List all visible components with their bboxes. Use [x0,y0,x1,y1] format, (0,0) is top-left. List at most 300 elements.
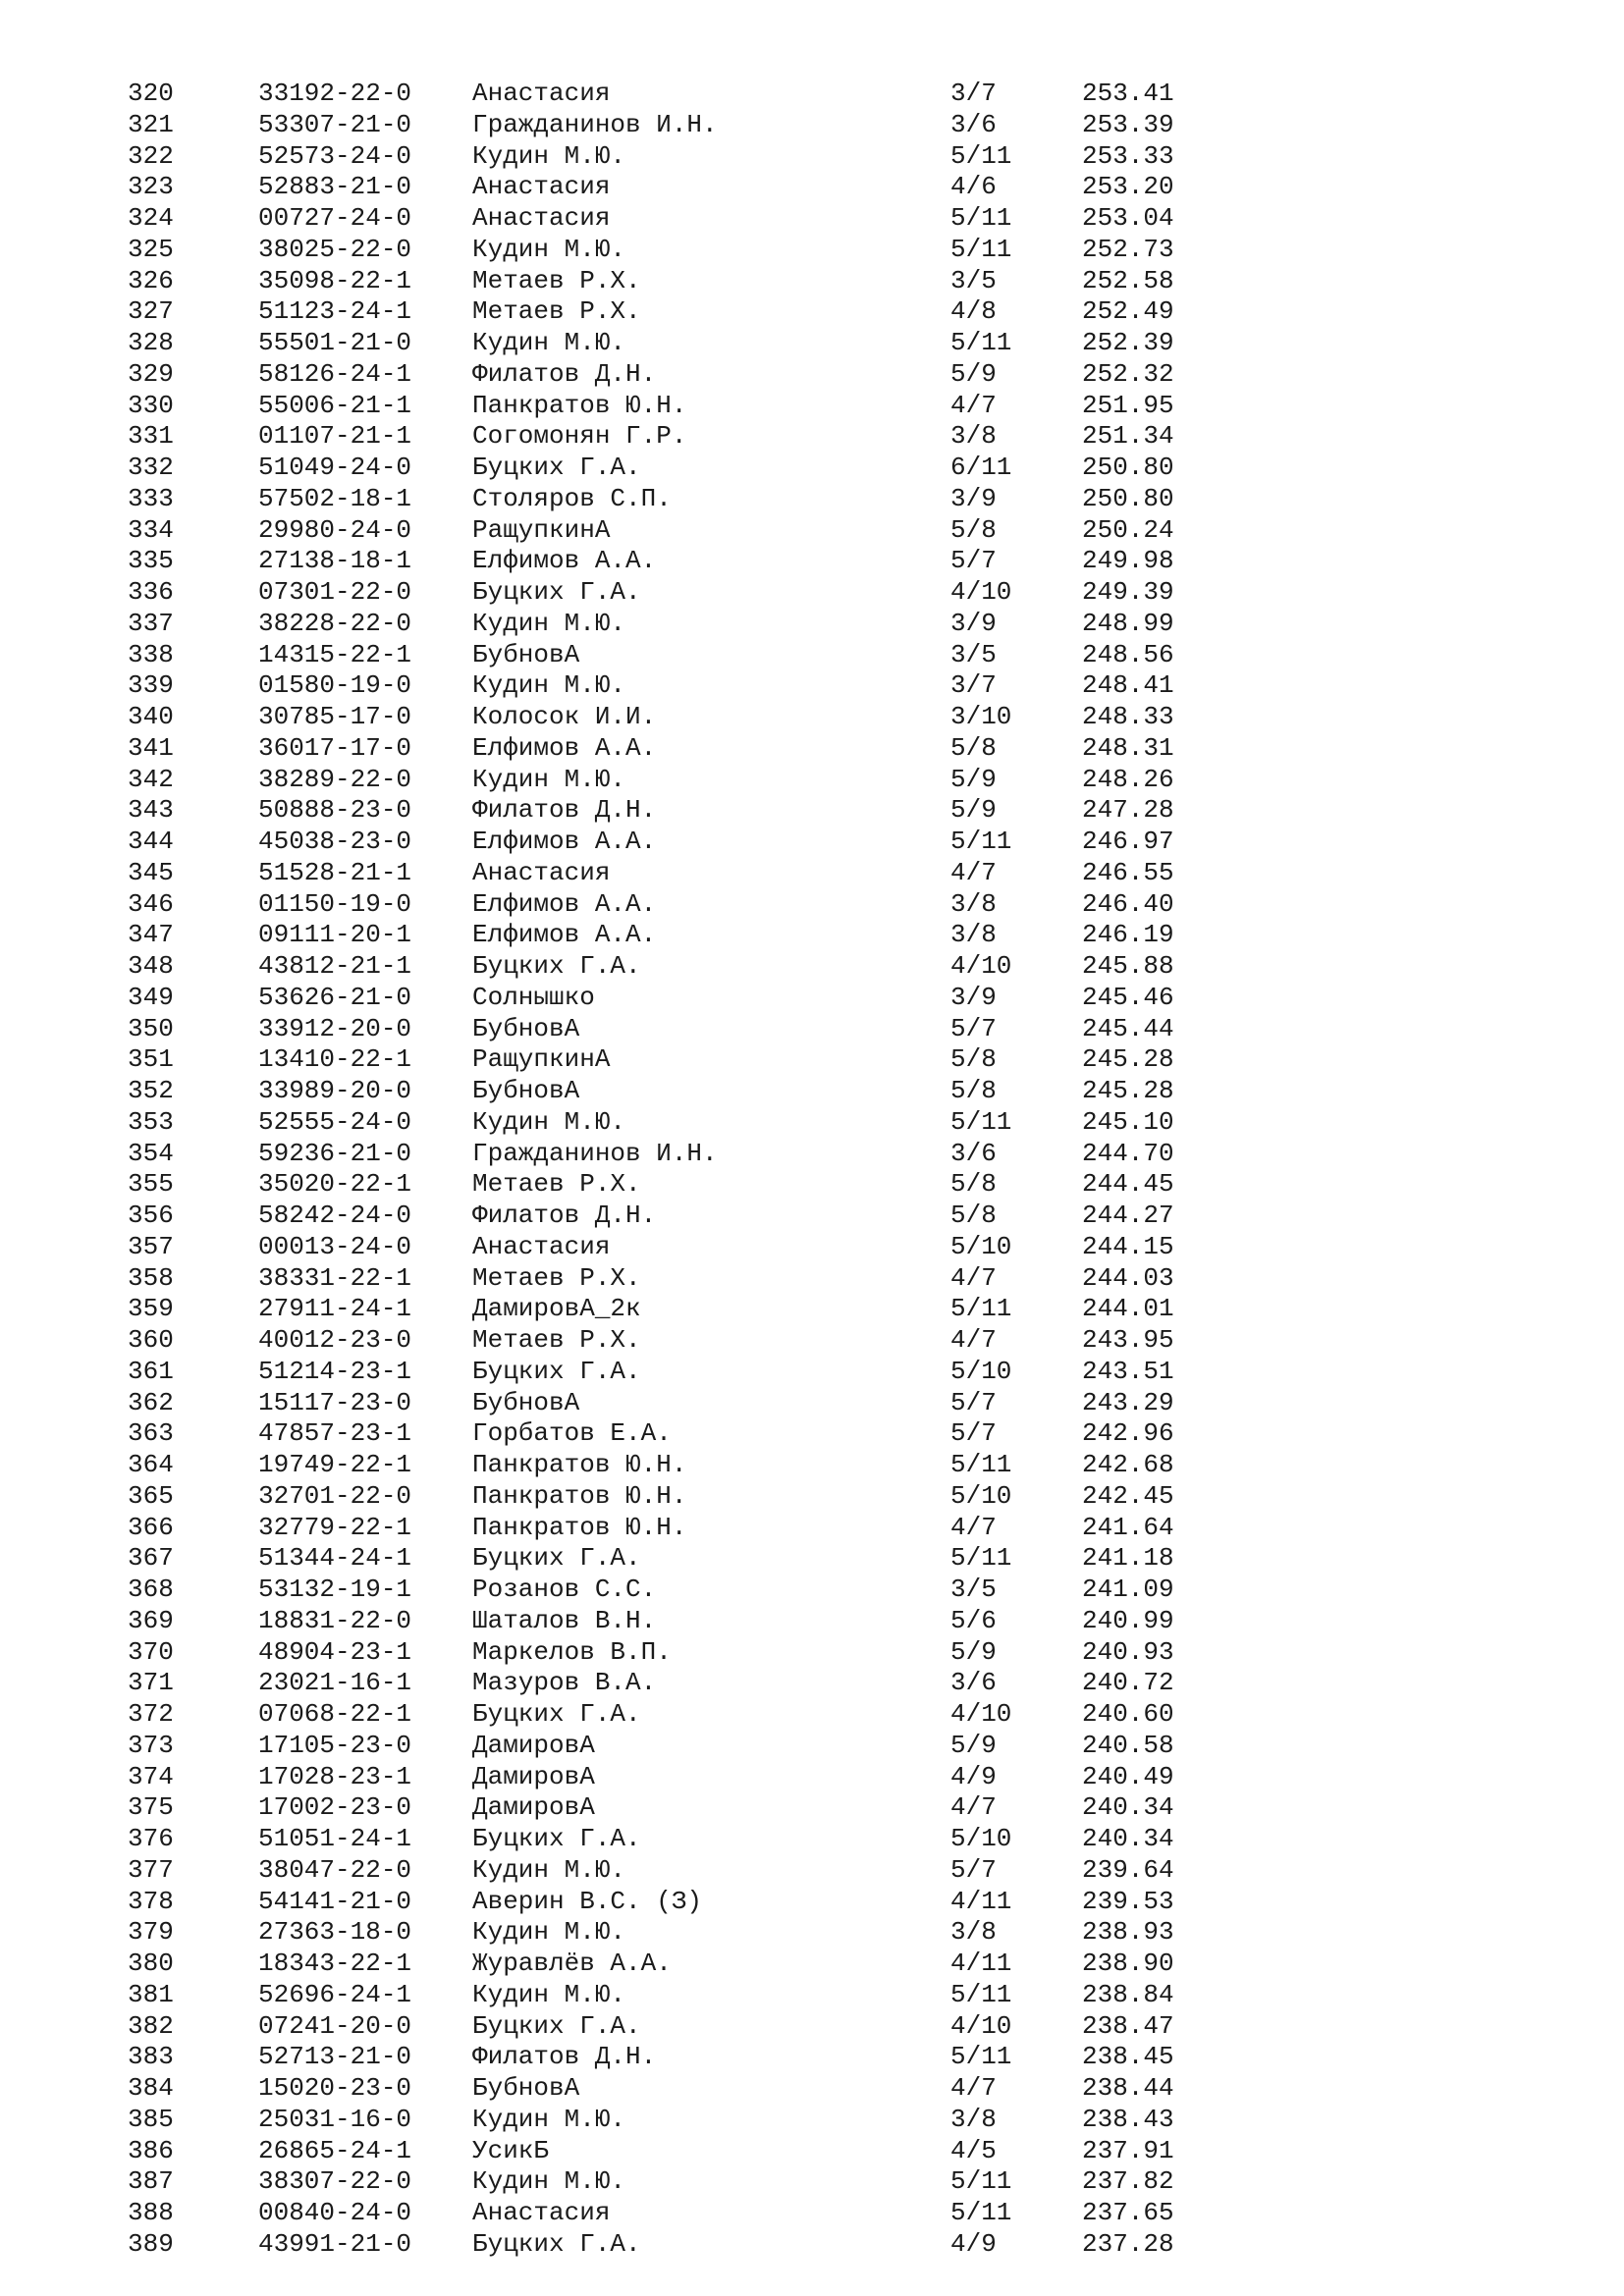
speed-cell: 246.40 [1082,888,1174,919]
table-row [128,141,1208,173]
speed-cell: 248.99 [1082,608,1174,638]
table-row [128,391,1208,422]
speed-cell: 238.44 [1082,2073,1174,2103]
place-cell: 382 [128,2010,174,2041]
ring-number-cell: 14315-22-1 [258,639,412,669]
speed-cell: 240.58 [1082,1730,1174,1760]
ring-number-cell: 17105-23-0 [258,1730,412,1760]
ring-number-cell: 19749-22-1 [258,1450,412,1479]
ring-number-cell: 47857-23-1 [258,1418,412,1449]
table-row [128,733,1208,765]
ring-number-cell: 15117-23-0 [258,1387,412,1417]
owner-cell: Кудин М.Ю. [472,1106,626,1137]
prize-count-cell: 3/6 [950,1668,997,1698]
owner-cell: Колосок И.И. [472,702,657,731]
owner-cell: Буцких Г.А. [472,2010,641,2041]
table-row [128,920,1208,951]
table-row [128,609,1208,640]
table-row [128,983,1208,1014]
prize-count-cell: 5/7 [950,1418,997,1449]
prize-count-cell: 4/7 [950,1325,997,1355]
table-row [128,1762,1208,1793]
owner-cell: БубновА [472,1076,580,1105]
table-row [128,296,1208,328]
place-cell: 349 [128,982,174,1012]
speed-cell: 237.82 [1082,2166,1174,2197]
owner-cell: БубновА [472,639,580,669]
ring-number-cell: 00727-24-0 [258,203,412,233]
owner-cell: Шаталов В.Н. [472,1605,657,1635]
prize-count-cell: 3/8 [950,1917,997,1948]
ring-number-cell: 07068-22-1 [258,1699,412,1729]
speed-cell: 238.84 [1082,1979,1174,2009]
speed-cell: 248.56 [1082,639,1174,669]
owner-cell: Метаев Р.Х. [472,1325,641,1355]
ring-number-cell: 18831-22-0 [258,1605,412,1635]
place-cell: 324 [128,203,174,233]
owner-cell: Филатов Д.Н. [472,1201,657,1230]
speed-cell: 238.90 [1082,1949,1174,1978]
place-cell: 327 [128,296,174,327]
speed-cell: 243.95 [1082,1325,1174,1355]
prize-count-cell: 5/11 [950,1106,1012,1137]
ring-number-cell: 51214-23-1 [258,1356,412,1386]
speed-cell: 242.96 [1082,1418,1174,1449]
place-cell: 340 [128,702,174,731]
place-cell: 338 [128,639,174,669]
owner-cell: Горбатов Е.А. [472,1418,672,1449]
owner-cell: Буцких Г.А. [472,1543,641,1574]
place-cell: 360 [128,1325,174,1355]
speed-cell: 246.19 [1082,920,1174,950]
prize-count-cell: 3/9 [950,982,997,1012]
prize-count-cell: 4/10 [950,951,1012,981]
table-row [128,951,1208,983]
ring-number-cell: 13410-22-1 [258,1044,412,1075]
ring-number-cell: 32779-22-1 [258,1512,412,1542]
speed-cell: 237.28 [1082,2228,1174,2259]
table-row [128,1076,1208,1107]
prize-count-cell: 5/9 [950,358,997,389]
ring-number-cell: 18343-22-1 [258,1949,412,1978]
place-cell: 354 [128,1138,174,1168]
place-cell: 377 [128,1854,174,1885]
table-row [128,1014,1208,1045]
place-cell: 361 [128,1356,174,1386]
place-cell: 331 [128,421,174,452]
prize-count-cell: 5/11 [950,1543,1012,1574]
prize-count-cell: 6/11 [950,453,1012,482]
table-row [128,172,1208,203]
table-row [128,1824,1208,1855]
owner-cell: Панкратов Ю.Н. [472,1450,687,1479]
prize-count-cell: 3/6 [950,109,997,139]
ring-number-cell: 01580-19-0 [258,670,412,701]
owner-cell: Панкратов Ю.Н. [472,390,687,420]
table-row [128,1294,1208,1325]
ring-number-cell: 38228-22-0 [258,608,412,638]
place-cell: 351 [128,1044,174,1075]
owner-cell: Метаев Р.Х. [472,1169,641,1200]
prize-count-cell: 5/6 [950,1605,997,1635]
table-row [128,1543,1208,1575]
ring-number-cell: 53132-19-1 [258,1575,412,1604]
owner-cell: Маркелов В.П. [472,1636,672,1667]
table-row [128,2105,1208,2136]
place-cell: 345 [128,857,174,887]
prize-count-cell: 4/10 [950,577,1012,607]
place-cell: 332 [128,453,174,482]
prize-count-cell: 3/6 [950,1138,997,1168]
ring-number-cell: 27911-24-1 [258,1294,412,1324]
place-cell: 350 [128,1013,174,1043]
prize-count-cell: 5/10 [950,1824,1012,1853]
owner-cell: УсикБ [472,2135,550,2165]
table-row [128,858,1208,889]
ring-number-cell: 58126-24-1 [258,358,412,389]
table-row [128,2198,1208,2229]
owner-cell: Метаев Р.Х. [472,265,641,295]
table-row [128,1169,1208,1201]
ring-number-cell: 53307-21-0 [258,109,412,139]
ring-number-cell: 54141-21-0 [258,1886,412,1916]
table-row [128,1201,1208,1232]
speed-cell: 244.70 [1082,1138,1174,1168]
speed-cell: 250.24 [1082,514,1174,545]
ring-number-cell: 25031-16-0 [258,2104,412,2134]
table-row [128,1139,1208,1170]
speed-cell: 253.39 [1082,109,1174,139]
ring-number-cell: 17028-23-1 [258,1761,412,1791]
speed-cell: 245.28 [1082,1044,1174,1075]
table-row [128,1418,1208,1450]
place-cell: 378 [128,1886,174,1916]
ring-number-cell: 00840-24-0 [258,2198,412,2227]
owner-cell: Буцких Г.А. [472,453,641,482]
speed-cell: 253.33 [1082,140,1174,171]
speed-cell: 240.99 [1082,1605,1174,1635]
place-cell: 342 [128,764,174,794]
table-row [128,827,1208,858]
owner-cell: Панкратов Ю.Н. [472,1480,687,1511]
owner-cell: Метаев Р.Х. [472,1262,641,1293]
owner-cell: БубновА [472,1387,580,1417]
owner-cell: Розанов С.С. [472,1575,657,1604]
prize-count-cell: 5/9 [950,1730,997,1760]
owner-cell: Кудин М.Ю. [472,2104,626,2134]
place-cell: 356 [128,1201,174,1230]
owner-cell: Гражданинов И.Н. [472,109,718,139]
owner-cell: Филатов Д.Н. [472,358,657,389]
place-cell: 383 [128,2042,174,2072]
owner-cell: ДамировА [472,1730,595,1760]
place-cell: 357 [128,1231,174,1261]
prize-count-cell: 4/7 [950,1512,997,1542]
owner-cell: Кудин М.Ю. [472,328,626,357]
table-row [128,2073,1208,2105]
place-cell: 362 [128,1387,174,1417]
prize-count-cell: 5/11 [950,2166,1012,2197]
speed-cell: 237.91 [1082,2135,1174,2165]
ring-number-cell: 27138-18-1 [258,546,412,576]
owner-cell: Кудин М.Ю. [472,140,626,171]
speed-cell: 245.44 [1082,1013,1174,1043]
speed-cell: 241.64 [1082,1512,1174,1542]
speed-cell: 241.18 [1082,1543,1174,1574]
table-row [128,1668,1208,1699]
owner-cell: Метаев Р.Х. [472,296,641,327]
prize-count-cell: 5/11 [950,1450,1012,1479]
prize-count-cell: 4/7 [950,2073,997,2103]
place-cell: 365 [128,1480,174,1511]
place-cell: 384 [128,2073,174,2103]
owner-cell: Гражданинов И.Н. [472,1138,718,1168]
speed-cell: 240.34 [1082,1792,1174,1823]
table-row [128,1792,1208,1824]
speed-cell: 242.68 [1082,1450,1174,1479]
prize-count-cell: 5/8 [950,1076,997,1105]
table-row [128,1980,1208,2011]
speed-cell: 238.43 [1082,2104,1174,2134]
table-row [128,2136,1208,2167]
table-row [128,1044,1208,1076]
owner-cell: Кудин М.Ю. [472,234,626,264]
place-cell: 387 [128,2166,174,2197]
speed-cell: 249.39 [1082,577,1174,607]
speed-cell: 246.97 [1082,827,1174,856]
place-cell: 337 [128,608,174,638]
speed-cell: 244.45 [1082,1169,1174,1200]
ring-number-cell: 33912-20-0 [258,1013,412,1043]
ring-number-cell: 51123-24-1 [258,296,412,327]
table-row [128,546,1208,577]
place-cell: 379 [128,1917,174,1948]
speed-cell: 252.39 [1082,328,1174,357]
prize-count-cell: 5/9 [950,795,997,826]
table-row [128,203,1208,235]
place-cell: 323 [128,172,174,202]
place-cell: 341 [128,732,174,763]
ring-number-cell: 07241-20-0 [258,2010,412,2041]
speed-cell: 240.60 [1082,1699,1174,1729]
place-cell: 322 [128,140,174,171]
table-row [128,328,1208,359]
owner-cell: Аверин В.С. (З) [472,1886,703,1916]
prize-count-cell: 4/7 [950,1792,997,1823]
speed-cell: 245.88 [1082,951,1174,981]
prize-count-cell: 5/7 [950,1387,997,1417]
speed-cell: 251.34 [1082,421,1174,452]
owner-cell: Кудин М.Ю. [472,2166,626,2197]
place-cell: 372 [128,1699,174,1729]
ring-number-cell: 52883-21-0 [258,172,412,202]
prize-count-cell: 4/7 [950,857,997,887]
speed-cell: 252.32 [1082,358,1174,389]
speed-cell: 253.04 [1082,203,1174,233]
ring-number-cell: 26865-24-1 [258,2135,412,2165]
ring-number-cell: 27363-18-0 [258,1917,412,1948]
owner-cell: Филатов Д.Н. [472,2042,657,2072]
owner-cell: Анастасия [472,1231,611,1261]
table-row [128,266,1208,297]
place-cell: 368 [128,1575,174,1604]
place-cell: 369 [128,1605,174,1635]
ring-number-cell: 33192-22-0 [258,79,412,108]
speed-cell: 240.49 [1082,1761,1174,1791]
speed-cell: 237.65 [1082,2198,1174,2227]
place-cell: 329 [128,358,174,389]
table-row [128,1450,1208,1481]
owner-cell: Анастасия [472,203,611,233]
speed-cell: 248.33 [1082,702,1174,731]
ring-number-cell: 38331-22-1 [258,1262,412,1293]
ring-number-cell: 51528-21-1 [258,857,412,887]
ring-number-cell: 35098-22-1 [258,265,412,295]
owner-cell: Елфимов А.А. [472,888,657,919]
prize-count-cell: 4/6 [950,172,997,202]
speed-cell: 240.72 [1082,1668,1174,1698]
prize-count-cell: 3/5 [950,265,997,295]
speed-cell: 252.58 [1082,265,1174,295]
prize-count-cell: 5/8 [950,514,997,545]
ring-number-cell: 40012-23-0 [258,1325,412,1355]
place-cell: 348 [128,951,174,981]
ring-number-cell: 53626-21-0 [258,982,412,1012]
table-row [128,1855,1208,1887]
owner-cell: Буцких Г.А. [472,1699,641,1729]
prize-count-cell: 4/9 [950,1761,997,1791]
place-cell: 363 [128,1418,174,1449]
prize-count-cell: 5/11 [950,2042,1012,2072]
speed-cell: 244.15 [1082,1231,1174,1261]
ring-number-cell: 55006-21-1 [258,390,412,420]
owner-cell: Елфимов А.А. [472,546,657,576]
prize-count-cell: 3/8 [950,421,997,452]
place-cell: 389 [128,2228,174,2259]
owner-cell: БубновА [472,1013,580,1043]
owner-cell: Анастасия [472,172,611,202]
owner-cell: РащупкинА [472,514,611,545]
prize-count-cell: 3/7 [950,79,997,108]
place-cell: 385 [128,2104,174,2134]
table-row [128,765,1208,796]
place-cell: 320 [128,79,174,108]
ring-number-cell: 38025-22-0 [258,234,412,264]
ring-number-cell: 32701-22-0 [258,1480,412,1511]
table-row [128,640,1208,671]
owner-cell: Елфимов А.А. [472,827,657,856]
ring-number-cell: 48904-23-1 [258,1636,412,1667]
place-cell: 347 [128,920,174,950]
speed-cell: 245.46 [1082,982,1174,1012]
prize-count-cell: 4/7 [950,1262,997,1293]
place-cell: 355 [128,1169,174,1200]
prize-count-cell: 5/11 [950,328,1012,357]
owner-cell: Кудин М.Ю. [472,764,626,794]
place-cell: 359 [128,1294,174,1324]
owner-cell: Кудин М.Ю. [472,1979,626,2009]
place-cell: 386 [128,2135,174,2165]
ring-number-cell: 38289-22-0 [258,764,412,794]
place-cell: 334 [128,514,174,545]
table-row [128,1637,1208,1669]
place-cell: 321 [128,109,174,139]
place-cell: 325 [128,234,174,264]
owner-cell: Кудин М.Ю. [472,670,626,701]
speed-cell: 249.98 [1082,546,1174,576]
owner-cell: РащупкинА [472,1044,611,1075]
owner-cell: Елфимов А.А. [472,920,657,950]
ring-number-cell: 52555-24-0 [258,1106,412,1137]
place-cell: 326 [128,265,174,295]
prize-count-cell: 5/10 [950,1231,1012,1261]
place-cell: 366 [128,1512,174,1542]
table-row [128,1325,1208,1357]
owner-cell: Мазуров В.А. [472,1668,657,1698]
table-row [128,79,1208,110]
prize-count-cell: 5/11 [950,234,1012,264]
place-cell: 346 [128,888,174,919]
owner-cell: Анастасия [472,2198,611,2227]
ring-number-cell: 59236-21-0 [258,1138,412,1168]
speed-cell: 246.55 [1082,857,1174,887]
owner-cell: Кудин М.Ю. [472,1854,626,1885]
table-row [128,577,1208,609]
prize-count-cell: 5/8 [950,1169,997,1200]
place-cell: 358 [128,1262,174,1293]
ring-number-cell: 51051-24-1 [258,1824,412,1853]
table-row [128,453,1208,484]
place-cell: 375 [128,1792,174,1823]
results-table [128,79,1208,2261]
owner-cell: Кудин М.Ю. [472,608,626,638]
ring-number-cell: 45038-23-0 [258,827,412,856]
ring-number-cell: 38307-22-0 [258,2166,412,2197]
prize-count-cell: 3/9 [950,483,997,513]
speed-cell: 242.45 [1082,1480,1174,1511]
table-row [128,359,1208,391]
table-row [128,1263,1208,1295]
owner-cell: Буцких Г.А. [472,951,641,981]
speed-cell: 252.73 [1082,234,1174,264]
prize-count-cell: 5/9 [950,1636,997,1667]
prize-count-cell: 5/8 [950,732,997,763]
place-cell: 370 [128,1636,174,1667]
prize-count-cell: 4/11 [950,1949,1012,1978]
owner-cell: ДамировА [472,1761,595,1791]
place-cell: 352 [128,1076,174,1105]
ring-number-cell: 57502-18-1 [258,483,412,513]
ring-number-cell: 43812-21-1 [258,951,412,981]
ring-number-cell: 01107-21-1 [258,421,412,452]
owner-cell: Журавлёв А.А. [472,1949,672,1978]
owner-cell: Буцких Г.А. [472,1824,641,1853]
prize-count-cell: 3/7 [950,670,997,701]
prize-count-cell: 5/7 [950,1854,997,1885]
speed-cell: 248.31 [1082,732,1174,763]
speed-cell: 240.34 [1082,1824,1174,1853]
table-row [128,1575,1208,1606]
prize-count-cell: 3/8 [950,888,997,919]
speed-cell: 253.41 [1082,79,1174,108]
place-cell: 388 [128,2198,174,2227]
prize-count-cell: 4/10 [950,1699,1012,1729]
table-row [128,235,1208,266]
owner-cell: Буцких Г.А. [472,1356,641,1386]
ring-number-cell: 52573-24-0 [258,140,412,171]
prize-count-cell: 5/8 [950,1044,997,1075]
prize-count-cell: 5/11 [950,1294,1012,1324]
